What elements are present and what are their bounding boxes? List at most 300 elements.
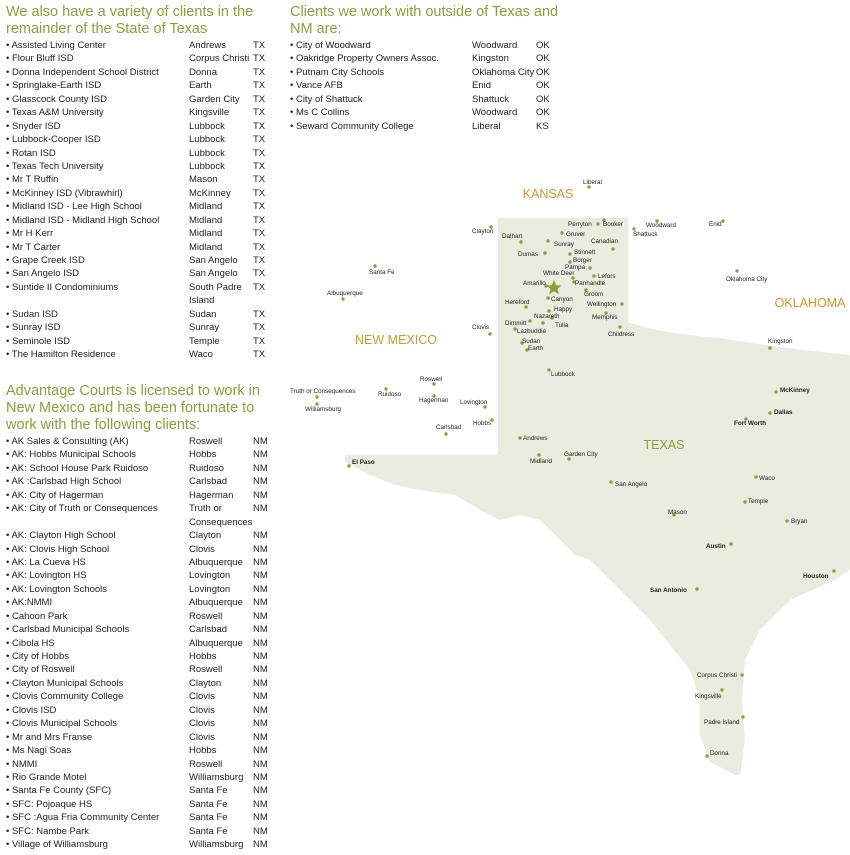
client-row	[6, 106, 276, 119]
client-row	[6, 704, 276, 717]
client-row	[6, 663, 276, 676]
city-label: Childress	[608, 331, 635, 338]
client-row	[6, 489, 276, 502]
client-name: • Springlake-Earth ISD	[6, 80, 102, 92]
client-state: TX	[253, 255, 266, 266]
city-label: Hereford	[505, 299, 530, 306]
client-row	[6, 448, 276, 461]
city-dot	[541, 321, 544, 324]
client-city: Lubbock	[189, 147, 225, 159]
city-label: Bryan	[791, 518, 808, 525]
client-row	[290, 39, 560, 52]
client-name: • Ms C Collins	[290, 107, 350, 119]
client-city: Santa Fe	[189, 785, 228, 797]
client-state: TX	[253, 174, 266, 186]
city-label: Carlsbad	[436, 424, 462, 431]
client-row	[6, 462, 276, 475]
client-name: • AK: Hobbs Municipal Schools	[6, 449, 137, 461]
client-city: Truth or Consequences	[189, 503, 253, 528]
client-name: • AK: La Cueva HS	[6, 556, 86, 568]
city-label: Houston	[803, 573, 829, 580]
client-name: • Seward Community College	[290, 120, 414, 132]
client-city: Clayton	[189, 677, 222, 689]
city-dot	[341, 297, 344, 300]
city-label: Lovington	[460, 399, 488, 406]
client-name: • Midland ISD - Lee High School	[6, 201, 142, 213]
city-dot	[768, 411, 771, 414]
client-name: • Clovis Municipal Schools	[6, 718, 118, 730]
state-label: KANSAS	[522, 187, 574, 201]
city-label: Panhandle	[575, 280, 606, 287]
client-city: Roswell	[189, 758, 223, 770]
client-state: TX	[253, 268, 266, 280]
client-name: • AK:NMMI	[6, 597, 53, 609]
city-dot	[785, 519, 788, 522]
client-state: NM	[253, 785, 268, 797]
client-name: • Mr T Ruffin	[6, 174, 59, 186]
client-city: Williamsburg	[189, 839, 244, 851]
client-row	[6, 825, 276, 838]
client-name: • Vance AFB	[290, 80, 343, 92]
city-label: Kingston	[768, 338, 793, 345]
city-label: Shattuck	[633, 231, 658, 238]
city-dot	[618, 325, 621, 328]
client-state: OK	[536, 107, 550, 119]
nm-clients-heading: Advantage Courts is licensed to work in New Mexico and has been fortunate to work with the following clients:	[6, 383, 260, 433]
outside-clients-heading: Clients we work with outside of Texas and NM are:	[290, 4, 559, 37]
client-row	[6, 435, 276, 448]
client-city: Roswell	[189, 436, 223, 447]
client-city: Enid	[472, 80, 492, 92]
client-state: NM	[253, 651, 268, 663]
city-label: Padre Island	[704, 719, 740, 726]
client-state: TX	[253, 335, 266, 347]
client-row	[6, 160, 276, 173]
client-city: Midland	[189, 241, 223, 253]
client-row	[6, 771, 276, 784]
client-city: Woodward	[472, 107, 518, 119]
client-city: Carlsbad	[189, 476, 228, 488]
city-dot	[568, 252, 571, 255]
client-city: Hobbs	[189, 651, 217, 663]
client-row	[6, 623, 276, 636]
city-label: Clovis	[472, 324, 490, 331]
client-city: Lubbock	[189, 160, 225, 172]
city-label: Wellington	[587, 301, 617, 308]
client-row	[6, 214, 276, 227]
city-label: Sunray	[554, 241, 574, 248]
client-city: San Angelo	[189, 268, 238, 280]
client-name: • Assisted Living Center	[6, 40, 106, 51]
client-city: Albuquerque	[189, 637, 243, 649]
client-city: Oklahoma City	[472, 66, 535, 78]
client-name: • AK: City of Truth or Consequences	[6, 503, 158, 515]
city-dot	[528, 319, 531, 322]
client-row	[6, 610, 276, 623]
client-name: • Clovis Community College	[6, 691, 124, 703]
client-row	[6, 147, 276, 160]
state-label: TEXAS	[643, 438, 685, 452]
texas-clients-list	[6, 39, 276, 362]
client-city: Garden City	[189, 93, 240, 105]
client-city: Midland	[189, 214, 223, 226]
client-name: • Clayton Municipal Schools	[6, 677, 124, 689]
client-row	[6, 529, 276, 542]
city-dot	[720, 688, 723, 691]
client-row	[6, 637, 276, 650]
client-name: • AK: Clovis High School	[6, 543, 110, 555]
client-city: Santa Fe	[189, 798, 228, 810]
client-city: Hagerman	[189, 489, 234, 501]
client-state: OK	[536, 66, 550, 78]
city-label: Perryton	[568, 221, 592, 228]
client-city: Clovis	[189, 691, 215, 703]
city-label: Lubbock	[551, 371, 575, 378]
client-row	[290, 52, 560, 65]
client-row	[6, 348, 276, 361]
client-city: Clovis	[189, 543, 215, 555]
client-state: NM	[253, 637, 268, 649]
client-name: • Cahoon Park	[6, 610, 68, 622]
city-label: Nazareth	[534, 313, 560, 320]
city-label: Mason	[668, 509, 687, 516]
client-row	[6, 308, 276, 321]
client-row	[6, 650, 276, 663]
state-label: NEW MEXICO	[355, 333, 437, 347]
client-state: NM	[253, 771, 268, 783]
client-name: • Village of Williamsburg	[6, 839, 108, 851]
client-city: Midland	[189, 201, 223, 213]
client-name: • Carlsbad Municipal Schools	[6, 624, 130, 636]
client-city: Shattuck	[472, 93, 509, 105]
city-label: Amarillo	[523, 280, 546, 287]
client-city: Santa Fe	[189, 812, 228, 824]
client-state: NM	[253, 664, 268, 676]
client-name: • Grape Creek ISD	[6, 255, 85, 266]
client-city: Lovington	[189, 583, 231, 595]
city-label: Groom	[584, 291, 604, 298]
city-label: Williamsburg	[305, 406, 342, 413]
client-city: McKinney	[189, 187, 231, 199]
city-label: Lazbuddie	[517, 328, 547, 335]
client-name: • City of Woodward	[290, 40, 371, 51]
client-city: Roswell	[189, 664, 223, 676]
client-name: • Flour Bluff ISD	[6, 53, 74, 65]
client-name: • City of Hobbs	[6, 651, 69, 663]
client-city: Earth	[189, 80, 212, 92]
client-row	[6, 690, 276, 703]
client-row	[6, 187, 276, 200]
client-state: TX	[253, 134, 266, 146]
city-dot	[768, 346, 771, 349]
client-city: Donna	[189, 66, 217, 78]
client-state: NM	[253, 624, 268, 636]
client-city: Clayton	[189, 530, 222, 542]
client-state: NM	[253, 839, 268, 851]
city-label: Liberal	[583, 179, 602, 186]
client-state: TX	[253, 120, 266, 132]
client-row	[290, 120, 560, 133]
client-state: TX	[253, 107, 266, 119]
state-label: OKLAHOMA	[774, 296, 846, 310]
client-state: TX	[253, 80, 266, 92]
client-city: South Padre Island	[189, 281, 242, 307]
city-label: Dallas	[774, 409, 793, 416]
client-state: TX	[253, 147, 266, 159]
client-state: TX	[253, 349, 266, 361]
city-label: Gruver	[566, 231, 586, 238]
client-name: • AK: Lovington HS	[6, 570, 87, 582]
city-label: Andrews	[523, 435, 548, 442]
client-city: Kingston	[472, 53, 509, 65]
client-name: • City of Roswell	[6, 664, 75, 676]
client-name: • Ms Nagi Soas	[6, 745, 72, 757]
city-label: Borger	[573, 257, 592, 264]
nm-clients-list	[6, 435, 276, 852]
client-city: Lubbock	[189, 134, 225, 146]
city-label: Memphis	[592, 314, 618, 321]
client-name: • Rio Grande Motel	[6, 771, 87, 783]
city-dot	[519, 240, 522, 243]
client-city: Midland	[189, 228, 223, 240]
client-state: NM	[253, 583, 268, 595]
client-city: Waco	[189, 349, 213, 361]
city-dot	[543, 251, 546, 254]
client-city: Andrews	[189, 40, 226, 51]
client-state: TX	[253, 53, 266, 65]
client-state: NM	[253, 530, 268, 542]
city-label: San Angelo	[615, 481, 648, 488]
client-row	[6, 744, 276, 757]
client-name: • City of Shattuck	[290, 93, 363, 105]
city-label: San Antonio	[650, 587, 687, 594]
city-dot	[620, 302, 623, 305]
client-name: • Sudan ISD	[6, 308, 58, 320]
client-name: • Donna Independent School District	[6, 66, 159, 78]
city-dot	[444, 432, 447, 435]
client-name: • AK: City of Hagerman	[6, 489, 104, 501]
city-dot	[695, 587, 698, 590]
city-dot	[537, 453, 540, 456]
city-dot	[592, 274, 595, 277]
city-dot	[741, 715, 744, 718]
client-row	[6, 502, 276, 529]
client-city: Hobbs	[189, 745, 217, 757]
client-city: Carlsbad	[189, 624, 228, 636]
client-row	[6, 758, 276, 771]
city-label: Oklahoma City	[726, 276, 768, 283]
client-row	[6, 731, 276, 744]
client-name: • Texas A&M University	[6, 107, 104, 119]
client-name: • Seminole ISD	[6, 335, 71, 347]
city-label: Sudan	[522, 338, 541, 345]
city-label: El Paso	[352, 459, 375, 466]
client-city: Kingsville	[189, 107, 230, 119]
client-row	[6, 321, 276, 334]
client-name: • Lubbock-Cooper ISD	[6, 134, 101, 146]
client-row	[6, 717, 276, 730]
city-dot	[373, 264, 376, 267]
client-state: NM	[253, 718, 268, 730]
client-row	[6, 335, 276, 348]
city-label: Canadian	[591, 238, 618, 245]
client-state: TX	[253, 201, 266, 213]
client-city: Santa Fe	[189, 825, 228, 837]
client-name: • Mr T Carter	[6, 241, 61, 253]
client-state: NM	[253, 798, 268, 810]
client-state: NM	[253, 758, 268, 770]
client-name: • SFC :Agua Fria Community Center	[6, 812, 160, 824]
client-state: NM	[253, 597, 268, 609]
client-name: • AK :Carlsbad High School	[6, 476, 122, 488]
client-state: OK	[536, 53, 550, 65]
city-label: Happy	[554, 306, 573, 313]
city-dot	[347, 464, 350, 467]
city-label: Hobbs	[473, 420, 492, 427]
client-state: TX	[253, 228, 266, 240]
client-row	[290, 106, 560, 119]
city-dot	[743, 500, 746, 503]
client-name: • AK: School House Park Ruidoso	[6, 462, 149, 474]
city-label: Austin	[706, 543, 726, 550]
client-city: Albuquerque	[189, 556, 243, 568]
client-state: TX	[253, 214, 266, 226]
client-row	[6, 281, 276, 308]
client-state: TX	[253, 66, 266, 78]
city-dot	[560, 231, 563, 234]
client-state: OK	[536, 93, 550, 105]
city-dot	[754, 475, 757, 478]
city-label: Kingsville	[695, 693, 722, 700]
client-row	[6, 596, 276, 609]
city-label: Tulia	[555, 322, 569, 329]
client-row	[6, 556, 276, 569]
city-label: Woodward	[646, 222, 676, 229]
client-state: OK	[536, 40, 550, 51]
client-row	[6, 39, 276, 52]
client-row	[6, 79, 276, 92]
client-row	[6, 569, 276, 582]
client-name: • AK Sales & Consulting (AK)	[6, 436, 129, 447]
client-row	[6, 200, 276, 213]
region-map	[280, 170, 850, 790]
city-label: Dumas	[518, 251, 538, 258]
client-city: Albuquerque	[189, 597, 243, 609]
city-dot	[518, 436, 521, 439]
client-city: Clovis	[189, 731, 215, 743]
client-row	[6, 677, 276, 690]
client-state: NM	[253, 570, 268, 582]
client-state: NM	[253, 489, 268, 501]
city-label: Roswell	[420, 376, 443, 383]
client-state: NM	[253, 449, 268, 461]
client-state: OK	[536, 80, 550, 92]
city-label: Garden City	[564, 451, 598, 458]
city-label: Lefors	[598, 273, 616, 280]
client-name: • Mr and Mrs Franse	[6, 731, 93, 743]
client-row	[6, 267, 276, 280]
client-name: • AK: Clayton High School	[6, 530, 116, 542]
client-name: • McKinney ISD (Vibrawhirl)	[6, 187, 123, 199]
client-row	[6, 227, 276, 240]
client-city: Sunray	[189, 322, 220, 334]
city-dot	[315, 395, 318, 398]
client-state: TX	[253, 241, 266, 253]
city-label: Santa Fe	[369, 269, 395, 276]
city-dot	[609, 480, 612, 483]
client-state: NM	[253, 812, 268, 824]
city-dot	[735, 269, 738, 272]
city-label: Truth or Consequences	[290, 388, 356, 395]
client-state: NM	[253, 704, 268, 716]
city-dot	[721, 219, 724, 222]
client-city: Temple	[189, 335, 220, 347]
client-city: Mason	[189, 174, 218, 186]
city-label: Waco	[759, 475, 775, 482]
city-dot	[546, 239, 549, 242]
client-state: NM	[253, 677, 268, 689]
city-dot	[588, 266, 591, 269]
client-row	[6, 52, 276, 65]
client-state: TX	[253, 281, 266, 293]
client-state: TX	[253, 308, 266, 320]
client-city: Clovis	[189, 704, 215, 716]
city-dot	[611, 247, 614, 250]
client-name: • Sunray ISD	[6, 322, 61, 334]
client-state: TX	[253, 322, 266, 334]
city-label: Albuquerque	[327, 290, 363, 297]
client-name: • Cibola HS	[6, 637, 55, 649]
client-name: • Midland ISD - Midland High School	[6, 214, 160, 226]
client-city: Hobbs	[189, 449, 217, 461]
client-city: Ruidoso	[189, 462, 224, 474]
city-label: Ruidoso	[378, 391, 402, 398]
client-row	[6, 173, 276, 186]
city-dot	[705, 754, 708, 757]
client-name: • Santa Fe County (SFC)	[6, 785, 112, 797]
client-name: • Texas Tech University	[6, 160, 104, 172]
client-city: Clovis	[189, 718, 215, 730]
city-label: Fort Worth	[734, 420, 767, 427]
city-label: Hagerman	[419, 397, 449, 404]
client-row	[6, 241, 276, 254]
client-city: Lubbock	[189, 120, 225, 132]
client-state: NM	[253, 610, 268, 622]
client-city: Sudan	[189, 308, 217, 320]
client-row	[290, 79, 560, 92]
city-label: Earth	[528, 345, 544, 352]
client-state: KS	[536, 120, 549, 132]
city-dot	[832, 569, 835, 572]
city-label: Corpus Christi	[697, 672, 737, 679]
client-name: • Suntide II Condominiums	[6, 281, 119, 293]
client-state: NM	[253, 503, 268, 515]
client-name: • The Hamilton Residence	[6, 349, 116, 361]
client-name: • Snyder ISD	[6, 120, 61, 132]
client-row	[6, 811, 276, 824]
city-label: Clayton	[472, 228, 494, 235]
client-name: • AK: Lovington Schools	[6, 583, 108, 595]
client-state: TX	[253, 93, 266, 105]
client-state: NM	[253, 745, 268, 757]
client-row	[290, 93, 560, 106]
client-row	[6, 784, 276, 797]
texas-clients-heading: We also have a variety of clients in the remainder of the State of Texas	[6, 4, 254, 37]
client-state: NM	[253, 691, 268, 703]
city-label: Midland	[530, 458, 553, 465]
outside-clients-list	[290, 39, 560, 133]
client-row	[6, 66, 276, 79]
